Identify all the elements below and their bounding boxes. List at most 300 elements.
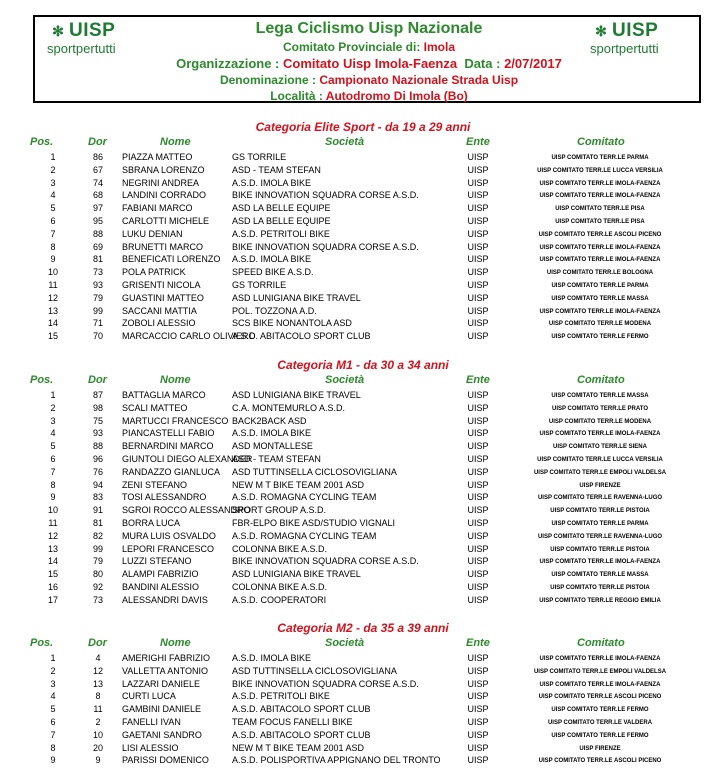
cell-nome: MARCACCIO CARLO OLIVIERO [122,331,256,342]
cell-nome: POLA PATRICK [122,267,186,278]
column-header-pos: Pos. [30,637,54,649]
cell-comitato: UISP COMITATO TERR.LE ASCOLI PICENO [538,231,662,238]
cell-nome: SCALI MATTEO [122,402,188,413]
cell-nome: LAZZARI DANIELE [122,678,201,689]
cell-dor: 83 [92,492,103,503]
cell-dor: 86 [92,152,103,162]
cell-nome: ZENI STEFANO [122,479,188,490]
column-header-comitato: Comitato [577,637,625,649]
cell-ente: UISP [467,479,489,490]
cell-societa: ASD - TEAM STEFAN [232,164,321,175]
cell-pos: 14 [47,318,58,329]
table-row [0,203,726,216]
cell-societa: A.S.D. PETRITOLI BIKE [232,691,330,702]
cell-ente: UISP [467,241,489,252]
column-header-societa: Società [325,637,365,649]
cell-societa: A.S.D. IMOLA BIKE [232,653,312,663]
cell-dor: 2 [95,717,101,727]
cell-dor: 88 [92,441,103,452]
cell-pos: 3 [50,678,56,689]
cell-dor: 12 [92,665,103,676]
cell-comitato: UISP COMITATO TERR.LE PISA [555,206,645,213]
cell-comitato: UISP COMITATO TERR.LE FERMO [551,334,649,341]
category-title: Categoria Elite Sport - da 19 a 29 anni [255,120,471,134]
cell-ente: UISP [467,742,489,753]
table-row [0,306,726,319]
cell-societa: A.S.D. ROMAGNA CYCLING TEAM [232,492,377,503]
cell-societa: A.S.D. ROMAGNA CYCLING TEAM [232,530,377,541]
cell-ente: UISP [467,582,489,592]
cell-ente: UISP [467,428,489,439]
cell-ente: UISP [467,492,489,503]
cell-societa: FBR-ELPO BIKE ASD/STUDIO VIGNALI [232,518,396,528]
cell-comitato: UISP COMITATO TERR.LE FERMO [551,707,649,714]
cell-pos: 4 [50,691,56,702]
cell-ente: UISP [467,331,489,342]
cell-comitato: UISP COMITATO TERR.LE VALDERA [547,720,653,726]
column-header-nome: Nome [160,637,191,649]
cell-comitato: UISP COMITATO TERR.LE IMOLA-FAENZA [539,656,661,662]
uisp-logo-icon: ✻ [595,23,607,39]
cell-dor: 13 [92,678,103,689]
cell-comitato: UISP COMITATO TERR.LE IMOLA-FAENZA [539,559,661,566]
table-row [0,152,726,165]
cell-pos: 9 [50,755,56,766]
cell-comitato: UISP COMITATO TERR.LE MODENA [548,321,652,328]
cell-societa: BIKE INNOVATION SQUADRA CORSE A.S.D. [232,678,419,689]
cell-ente: UISP [467,569,489,580]
cell-nome: BANDINI ALESSIO [122,582,200,592]
cell-pos: 12 [47,292,58,303]
cell-ente: UISP [467,280,489,290]
column-header-ente: Ente [466,637,490,649]
cell-comitato: UISP COMITATO TERR.LE PISTOIA [550,585,650,591]
cell-comitato: UISP COMITATO TERR.LE IMOLA-FAENZA [539,681,661,688]
cell-ente: UISP [467,305,489,316]
cell-societa: SPEED BIKE A.S.D. [232,267,314,278]
cell-pos: 6 [50,216,56,226]
cell-pos: 13 [47,305,58,316]
cell-societa: A.S.D. IMOLA BIKE [232,177,312,188]
table-row [0,518,726,531]
cell-nome: FANELLI IVAN [122,717,181,727]
cell-pos: 4 [50,428,56,439]
table-row [0,216,726,229]
table-row [0,595,726,608]
cell-ente: UISP [467,704,489,715]
page-title: Lega Ciclismo Uisp Nazionale [255,20,483,37]
cell-dor: 75 [92,415,103,426]
cell-pos: 11 [48,280,58,290]
cell-comitato: UISP COMITATO TERR.LE PRATO [551,405,648,412]
cell-dor: 93 [92,428,103,439]
cell-societa: COLONNA BIKE A.S.D. [232,543,328,554]
cell-pos: 1 [50,653,56,663]
cell-dor: 71 [92,318,103,329]
column-header-dor: Dor [88,637,107,649]
column-header-dor: Dor [88,136,107,148]
table-row [0,666,726,679]
cell-dor: 67 [92,164,103,175]
table-row [0,691,726,704]
cell-comitato: UISP FIRENZE [579,482,621,489]
cell-ente: UISP [467,254,489,265]
cell-nome: CURTI LUCA [122,691,176,702]
table-row [0,704,726,717]
cell-comitato: UISP COMITATO TERR.LE SIENA [553,444,647,451]
table-row [0,544,726,557]
table-row [0,390,726,403]
cell-ente: UISP [467,267,489,278]
cell-nome: LUZZI STEFANO [122,556,192,567]
table-row [0,492,726,505]
denominazione-line: Denominazione : Campionato Nazionale Strada Uisp [219,73,519,87]
cell-pos: 2 [50,402,56,413]
cell-pos: 7 [50,729,56,740]
cell-nome: PIAZZA MATTEO [122,152,193,162]
cell-ente: UISP [467,402,489,413]
column-header-societa: Società [325,374,365,386]
cell-comitato: UISP COMITATO TERR.LE ASCOLI PICENO [538,694,662,701]
column-header-nome: Nome [160,374,191,386]
cell-nome: ZOBOLI ALESSIO [122,318,196,329]
cell-pos: 2 [50,164,56,175]
cell-nome: BRUNETTI MARCO [122,241,203,252]
table-row [0,190,726,203]
table-row [0,454,726,467]
cell-nome: SGROI ROCCO ALESSANDRO [122,505,251,516]
cell-nome: GUASTINI MATTEO [122,292,204,303]
cell-societa: POL. TOZZONA A.D. [232,305,317,316]
cell-ente: UISP [467,678,489,689]
table-row [0,267,726,280]
cell-nome: BATTAGLIA MARCO [122,390,206,400]
cell-nome: VALLETTA ANTONIO [122,665,209,676]
cell-comitato: UISP COMITATO TERR.LE MODENA [548,418,652,425]
cell-ente: UISP [467,216,489,226]
table-row [0,280,726,293]
cell-ente: UISP [467,665,489,676]
cell-nome: SACCANI MATTIA [122,305,197,316]
column-header-nome: Nome [160,136,191,148]
cell-ente: UISP [467,653,489,663]
table-row [0,416,726,429]
table-row [0,679,726,692]
cell-comitato: UISP COMITATO TERR.LE BOLOGNA [546,270,654,277]
cell-comitato: UISP COMITATO TERR.LE EMPOLI VALDELSA [533,469,667,476]
cell-societa: BACK2BACK ASD [232,415,307,426]
cell-ente: UISP [467,164,489,175]
cell-comitato: UISP COMITATO TERR.LE PISTOIA [550,508,650,515]
cell-nome: LUKU DENIAN [122,228,183,239]
cell-pos: 7 [50,228,56,239]
cell-societa: ASD LA BELLE EQUIPE [232,216,331,226]
cell-pos: 4 [50,190,56,201]
table-row [0,743,726,756]
cell-ente: UISP [467,441,489,452]
cell-nome: ALAMPI FABRIZIO [122,569,199,580]
event-header [33,15,701,103]
cell-dor: 81 [92,254,103,265]
table-row [0,165,726,178]
cell-societa: C.A. MONTEMURLO A.S.D. [232,402,346,413]
table-row [0,229,726,242]
cell-ente: UISP [467,190,489,201]
cell-dor: 79 [92,292,103,303]
cell-societa: ASD TUTTINSELLA CICLOSOVIGLIANA [232,665,397,676]
cell-nome: LISI ALESSIO [122,742,179,753]
cell-pos: 5 [50,704,56,715]
table-row [0,441,726,454]
table-row [0,293,726,306]
cell-ente: UISP [467,691,489,702]
cell-ente: UISP [467,556,489,567]
cell-societa: A.S.D. POLISPORTIVA APPIGNANO DEL TRONTO [232,755,441,766]
column-header-societa: Società [325,136,365,148]
organizzazione-line: Organizzazione : Comitato Uisp Imola-Faenza Data : 2/07/2017 [176,56,562,71]
cell-nome: FABIANI MARCO [122,203,193,214]
cell-societa: BIKE INNOVATION SQUADRA CORSE A.S.D. [232,556,419,567]
cell-dor: 80 [92,569,103,580]
cell-nome: LANDINI CORRADO [122,190,207,201]
cell-societa: A.S.D. ABITACOLO SPORT CLUB [232,331,371,342]
table-row [0,480,726,493]
cell-comitato: UISP COMITATO TERR.LE IMOLA-FAENZA [539,180,661,187]
cell-nome: AMERIGHI FABRIZIO [122,653,211,663]
category-title: Categoria M1 - da 30 a 34 anni [277,358,449,372]
cell-pos: 14 [47,556,58,567]
cell-societa: TEAM FOCUS FANELLI BIKE [232,717,353,727]
cell-comitato: UISP COMITATO TERR.LE IMOLA-FAENZA [539,431,661,438]
cell-ente: UISP [467,454,489,464]
cell-dor: 82 [92,530,103,541]
localita-line: Località : Autodromo Di Imola (Bo) [270,89,468,103]
column-header-pos: Pos. [30,136,54,148]
column-header-ente: Ente [466,374,490,386]
cell-nome: PIANCASTELLI FABIO [122,428,215,439]
cell-dor: 99 [92,305,103,316]
cell-dor: 69 [92,241,103,252]
cell-dor: 81 [92,518,103,528]
cell-comitato: UISP FIRENZE [579,745,621,752]
cell-societa: ASD - TEAM STEFAN [232,454,321,464]
cell-dor: 95 [92,216,103,226]
table-row [0,569,726,582]
table-row [0,755,726,768]
cell-ente: UISP [467,228,489,239]
cell-pos: 8 [50,479,56,490]
cell-nome: GIUNTOLI DIEGO ALEXANDER [122,454,253,464]
cell-dor: 94 [92,479,103,490]
cell-ente: UISP [467,518,489,528]
cell-pos: 8 [50,241,56,252]
table-row [0,730,726,743]
cell-societa: ASD LUNIGIANA BIKE TRAVEL [232,569,361,580]
cell-pos: 9 [50,254,56,265]
cell-dor: 70 [92,331,103,342]
table-row [0,653,726,666]
cell-ente: UISP [467,390,489,400]
cell-pos: 9 [50,492,56,503]
cell-ente: UISP [467,292,489,303]
cell-dor: 74 [92,177,103,188]
cell-dor: 73 [92,594,103,605]
cell-comitato: UISP COMITATO TERR.LE MASSA [551,572,649,579]
cell-comitato: UISP COMITATO TERR.LE MASSA [551,393,649,399]
cell-dor: 79 [92,556,103,567]
table-row [0,556,726,569]
cell-dor: 99 [92,543,103,554]
cell-dor: 96 [92,454,103,464]
cell-societa: SCS BIKE NONANTOLA ASD [232,318,352,329]
cell-ente: UISP [467,717,489,727]
column-header-pos: Pos. [30,374,54,386]
cell-dor: 97 [92,203,103,214]
cell-dor: 98 [92,402,103,413]
table-row [0,582,726,595]
cell-societa: NEW M T BIKE TEAM 2001 ASD [232,479,365,490]
cell-nome: TOSI ALESSANDRO [122,492,207,503]
cell-ente: UISP [467,203,489,214]
cell-ente: UISP [467,594,489,605]
cell-pos: 5 [50,203,56,214]
cell-pos: 13 [47,543,58,554]
cell-dor: 91 [92,505,103,516]
cell-nome: BERNARDINI MARCO [122,441,214,452]
cell-nome: GRISENTI NICOLA [122,280,201,290]
cell-comitato: UISP COMITATO TERR.LE EMPOLI VALDELSA [533,668,667,675]
cell-nome: GAMBINI DANIELE [122,704,202,715]
cell-comitato: UISP COMITATO TERR.LE IMOLA-FAENZA [539,244,661,251]
column-header-ente: Ente [466,136,490,148]
cell-pos: 6 [50,454,56,464]
cell-pos: 3 [50,415,56,426]
cell-societa: SPORT GROUP A.S.D. [232,505,327,516]
cell-nome: SBRANA LORENZO [122,164,205,175]
cell-pos: 12 [47,530,58,541]
cell-pos: 10 [47,267,58,278]
cell-societa: GS TORRILE [232,152,287,162]
cell-dor: 4 [95,653,101,663]
cell-societa: A.S.D. IMOLA BIKE [232,428,312,439]
cell-comitato: UISP COMITATO TERR.LE MASSA [551,295,649,302]
table-row [0,318,726,331]
cell-dor: 10 [92,729,103,740]
uisp-logo-left: ✻ UISP sportpertutti [47,20,116,56]
column-header-dor: Dor [88,374,107,386]
cell-comitato: UISP COMITATO TERR.LE PISTOIA [550,546,650,553]
cell-ente: UISP [467,466,489,477]
cell-pos: 2 [50,665,56,676]
cell-pos: 7 [50,466,56,477]
cell-ente: UISP [467,318,489,329]
comitato-line: Comitato Provinciale di: Imola [282,40,456,54]
cell-ente: UISP [467,755,489,766]
cell-comitato: UISP COMITATO TERR.LE IMOLA-FAENZA [539,257,661,264]
cell-pos: 1 [50,152,56,162]
table-row [0,428,726,441]
cell-comitato: UISP COMITATO TERR.LE RAVENNA-LUGO [537,533,663,540]
cell-dor: 93 [92,280,103,290]
cell-comitato: UISP COMITATO TERR.LE IMOLA-FAENZA [539,308,661,315]
cell-nome: BORRA LUCA [122,518,181,528]
uisp-logo-icon: ✻ [52,23,64,39]
cell-dor: 92 [92,582,103,592]
table-row [0,242,726,255]
cell-dor: 20 [92,742,103,753]
cell-dor: 73 [92,267,103,278]
cell-dor: 9 [95,755,101,766]
cell-dor: 11 [93,704,103,715]
cell-comitato: UISP COMITATO TERR.LE PARMA [551,521,649,527]
cell-pos: 11 [48,518,58,528]
cell-nome: ALESSANDRI DAVIS [122,594,208,605]
column-header-comitato: Comitato [577,374,625,386]
cell-societa: A.S.D. PETRITOLI BIKE [232,228,330,239]
cell-comitato: UISP COMITATO TERR.LE PARMA [551,283,649,289]
cell-pos: 8 [50,742,56,753]
cell-dor: 68 [92,190,103,201]
cell-comitato: UISP COMITATO TERR.LE LUCCA VERSILIA [537,167,663,174]
cell-comitato: UISP COMITATO TERR.LE ASCOLI PICENO [538,758,662,765]
cell-comitato: UISP COMITATO TERR.LE FERMO [551,732,649,739]
cell-pos: 17 [47,594,58,605]
cell-ente: UISP [467,177,489,188]
cell-ente: UISP [467,505,489,516]
cell-pos: 15 [47,331,58,342]
cell-pos: 6 [50,717,56,727]
cell-societa: A.S.D. ABITACOLO SPORT CLUB [232,729,371,740]
cell-societa: A.S.D. IMOLA BIKE [232,254,312,265]
cell-comitato: UISP COMITATO TERR.LE RAVENNA-LUGO [537,495,663,502]
cell-societa: NEW M T BIKE TEAM 2001 ASD [232,742,365,753]
table-row [0,178,726,191]
cell-societa: ASD LA BELLE EQUIPE [232,203,331,214]
cell-nome: RANDAZZO GIANLUCA [122,466,221,477]
cell-comitato: UISP COMITATO TERR.LE PISA [555,219,645,225]
cell-pos: 1 [50,390,56,400]
table-row [0,403,726,416]
cell-societa: BIKE INNOVATION SQUADRA CORSE A.S.D. [232,190,419,201]
table-row [0,717,726,730]
cell-pos: 16 [47,582,58,592]
column-header-comitato: Comitato [577,136,625,148]
cell-nome: NEGRINI ANDREA [122,177,200,188]
cell-comitato: UISP COMITATO TERR.LE LUCCA VERSILIA [537,457,663,463]
cell-ente: UISP [467,530,489,541]
cell-pos: 3 [50,177,56,188]
cell-societa: ASD LUNIGIANA BIKE TRAVEL [232,390,361,400]
cell-ente: UISP [467,543,489,554]
table-row [0,531,726,544]
cell-comitato: UISP COMITATO TERR.LE PARMA [551,155,649,161]
cell-nome: BENEFICATI LORENZO [122,254,221,265]
table-row [0,505,726,518]
cell-dor: 88 [92,228,103,239]
cell-dor: 87 [92,390,103,400]
cell-ente: UISP [467,152,489,162]
cell-pos: 10 [47,505,58,516]
cell-societa: BIKE INNOVATION SQUADRA CORSE A.S.D. [232,241,419,252]
cell-nome: MARTUCCI FRANCESCO [122,415,229,426]
table-row [0,467,726,480]
cell-nome: CARLOTTI MICHELE [122,216,210,226]
uisp-logo-right: ✻ UISP sportpertutti [590,20,659,56]
cell-nome: PARISSI DOMENICO [122,755,209,766]
table-row [0,254,726,267]
cell-dor: 76 [92,466,103,477]
cell-societa: GS TORRILE [232,280,287,290]
